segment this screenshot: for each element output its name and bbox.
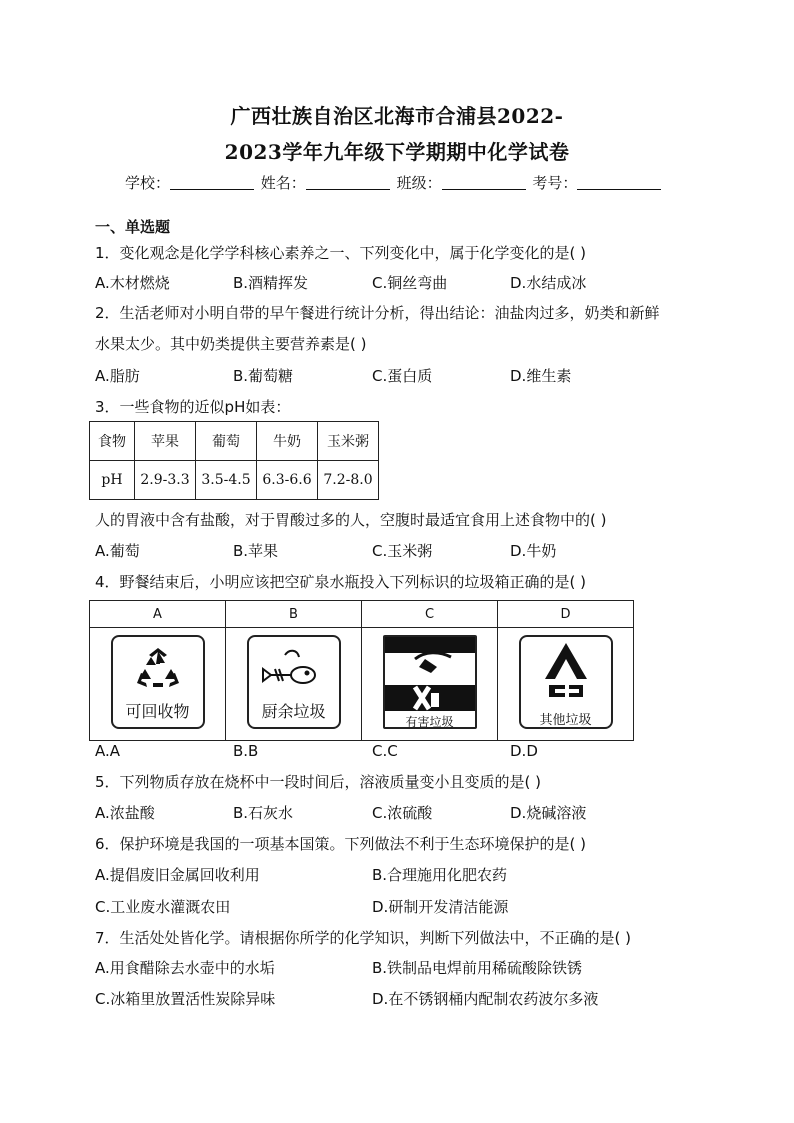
q5-option-d[interactable]: D.烧碱溶液 bbox=[510, 804, 587, 822]
class-blank[interactable] bbox=[442, 175, 526, 190]
bin-label: 可回收物 bbox=[125, 702, 190, 721]
q1-option-b[interactable]: B.酒精挥发 bbox=[233, 274, 309, 292]
bin-header-row bbox=[90, 601, 634, 628]
q4-stem: 4．野餐结束后，小明应该把空矿泉水瓶投入下列标识的垃圾箱正确的是( ) bbox=[95, 573, 587, 591]
recycle-icon bbox=[113, 643, 203, 703]
q2-option-a[interactable]: A.脂肪 bbox=[95, 367, 140, 385]
name-label: 姓名： bbox=[260, 174, 306, 192]
q3-option-c[interactable]: C.玉米粥 bbox=[372, 542, 433, 560]
exam-no-blank[interactable] bbox=[577, 175, 661, 190]
q3-stem: 3．一些食物的近似pH如表： bbox=[95, 398, 291, 416]
school-label: 学校： bbox=[125, 174, 171, 192]
q5-stem: 5．下列物质存放在烧杯中一段时间后，溶液质量变小且变质的是( ) bbox=[95, 773, 542, 791]
q6-option-b[interactable]: B.合理施用化肥农药 bbox=[372, 866, 508, 884]
fish-bone-icon bbox=[249, 641, 339, 701]
q3-option-a[interactable]: A.葡萄 bbox=[95, 542, 140, 560]
exam-title-line2: 2023学年九年级下学期期中化学试卷 bbox=[224, 140, 570, 164]
ph-table-value-row bbox=[90, 461, 379, 500]
q6-stem: 6．保护环境是我国的一项基本国策。下列做法不利于生态环境保护的是( ) bbox=[95, 835, 587, 853]
q2-stem-line1: 2．生活老师对小明自带的早午餐进行统计分析，得出结论：油盐肉过多，奶类和新鲜 bbox=[95, 304, 660, 322]
q4-option-a[interactable]: A.A bbox=[95, 742, 121, 760]
q3-option-b[interactable]: B.苹果 bbox=[233, 542, 279, 560]
ph-table-header-row bbox=[90, 422, 379, 461]
ph-table-cell: 3.5-4.5 bbox=[196, 461, 257, 500]
kitchen-waste-bin-sign bbox=[247, 635, 341, 729]
name-blank[interactable] bbox=[306, 175, 390, 190]
q4-option-c[interactable]: C.C bbox=[372, 742, 398, 760]
other-waste-bin-sign bbox=[519, 635, 613, 729]
q4-option-d[interactable]: D.D bbox=[510, 742, 538, 760]
class-label: 班级： bbox=[396, 174, 442, 192]
q7-stem: 7．生活处处皆化学。请根据你所学的化学知识，判断下列做法中，不正确的是( ) bbox=[95, 929, 632, 947]
q6-option-a[interactable]: A.提倡废旧金属回收利用 bbox=[95, 866, 260, 884]
ph-table-cell: 葡萄 bbox=[196, 422, 257, 461]
q6-option-d[interactable]: D.研制开发清洁能源 bbox=[372, 898, 509, 916]
q2-option-d[interactable]: D.维生素 bbox=[510, 367, 572, 385]
bin-cell-d bbox=[498, 628, 634, 741]
trash-bin-table bbox=[89, 600, 634, 741]
bin-cell-a bbox=[90, 628, 226, 741]
ph-table bbox=[89, 421, 379, 500]
q1-stem: 1．变化观念是化学学科核心素养之一、下列变化中，属于化学变化的是( ) bbox=[95, 244, 587, 262]
q5-option-b[interactable]: B.石灰水 bbox=[233, 804, 294, 822]
other-waste-icon bbox=[521, 639, 611, 705]
bin-cell-c bbox=[362, 628, 498, 741]
bin-header: C bbox=[362, 601, 498, 628]
q4-option-b[interactable]: B.B bbox=[233, 742, 259, 760]
ph-table-cell: 7.2-8.0 bbox=[318, 461, 379, 500]
bin-label: 有害垃圾 bbox=[405, 715, 454, 729]
student-info-row bbox=[125, 172, 663, 193]
q7-option-c[interactable]: C.冰箱里放置活性炭除异味 bbox=[95, 990, 276, 1008]
bin-header: A bbox=[90, 601, 226, 628]
ph-table-cell: 牛奶 bbox=[257, 422, 318, 461]
exam-title-line1: 广西壮族自治区北海市合浦县2022- bbox=[230, 104, 564, 128]
ph-table-cell: 6.3-6.6 bbox=[257, 461, 318, 500]
bin-header: D bbox=[498, 601, 634, 628]
ph-table-cell: 食物 bbox=[90, 422, 135, 461]
bin-label: 厨余垃圾 bbox=[261, 702, 326, 721]
q7-option-d[interactable]: D.在不锈钢桶内配制农药波尔多液 bbox=[372, 990, 599, 1008]
bin-header: B bbox=[226, 601, 362, 628]
bin-image-row bbox=[90, 628, 634, 741]
school-blank[interactable] bbox=[170, 175, 254, 190]
q1-option-a[interactable]: A.木材燃烧 bbox=[95, 274, 170, 292]
q7-option-a[interactable]: A.用食醋除去水壶中的水垢 bbox=[95, 959, 275, 977]
q1-option-d[interactable]: D.水结成冰 bbox=[510, 274, 587, 292]
q5-option-a[interactable]: A.浓盐酸 bbox=[95, 804, 155, 822]
q5-option-c[interactable]: C.浓硫酸 bbox=[372, 804, 433, 822]
q2-stem-line2: 水果太少。其中奶类提供主要营养素是( ) bbox=[95, 335, 367, 353]
hazard-battery-icon bbox=[385, 637, 475, 711]
hazardous-waste-bin-sign bbox=[383, 635, 477, 729]
section-heading: 一、单选题 bbox=[95, 218, 171, 236]
ph-table-cell: pH bbox=[90, 461, 135, 500]
ph-table-cell: 2.9-3.3 bbox=[135, 461, 196, 500]
q1-option-c[interactable]: C.铜丝弯曲 bbox=[372, 274, 448, 292]
bin-cell-b bbox=[226, 628, 362, 741]
q3-stem-line2: 人的胃液中含有盐酸，对于胃酸过多的人，空腹时最适宜食用上述食物中的( ) bbox=[95, 511, 607, 529]
q6-option-c[interactable]: C.工业废水灌溉农田 bbox=[95, 898, 231, 916]
q7-option-b[interactable]: B.铁制品电焊前用稀硫酸除铁锈 bbox=[372, 959, 583, 977]
bin-label: 其他垃圾 bbox=[539, 713, 592, 728]
q2-option-b[interactable]: B.葡萄糖 bbox=[233, 367, 294, 385]
recyclable-bin-sign bbox=[111, 635, 205, 729]
q2-option-c[interactable]: C.蛋白质 bbox=[372, 367, 433, 385]
exam-no-label: 考号： bbox=[532, 174, 578, 192]
ph-table-cell: 苹果 bbox=[135, 422, 196, 461]
ph-table-cell: 玉米粥 bbox=[318, 422, 379, 461]
q3-option-d[interactable]: D.牛奶 bbox=[510, 542, 557, 560]
